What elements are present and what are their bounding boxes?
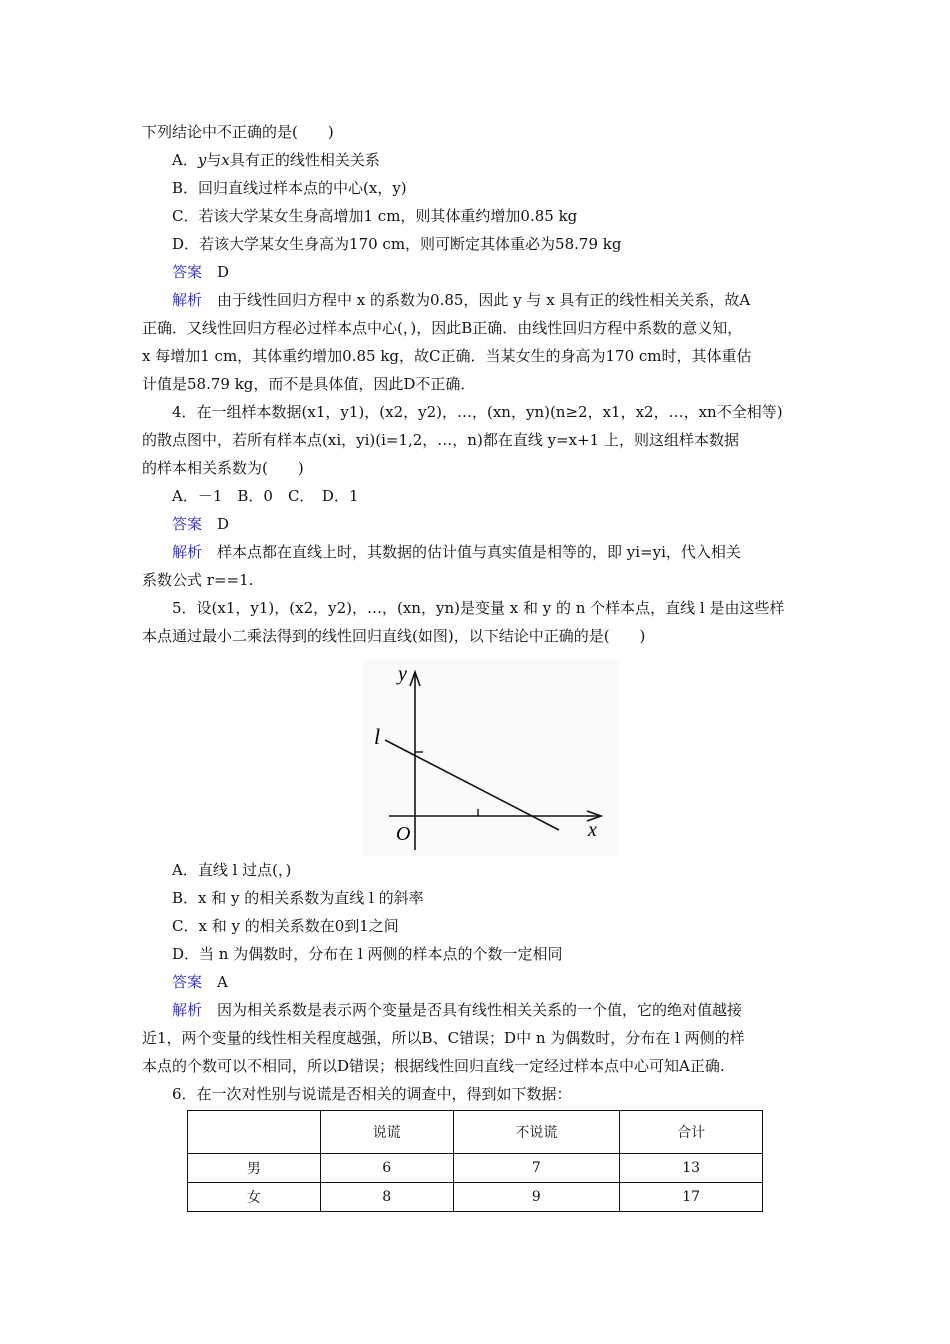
q3-option-a [172,146,380,174]
q3-option-c: C．若该大学某女生身高增加1 cm，则其体重约增加0.85 kg [172,207,578,225]
line-label: l [374,724,381,749]
q3-option-a-text: 具有正的线性相关关系 [229,151,380,169]
q4-options: A．－1 B．0 C． D．1 [172,487,359,505]
q4-stem-line2: 的散点图中，若所有样本点(xi，yi)(i=1,2，…，n)都在直线 y=x+1 上，则这组样本数据 [142,431,739,449]
q3-analysis-line4: 计值是58.79 kg，而不是具体值，因此D不正确． [142,375,476,393]
q3-analysis-line1 [172,286,750,314]
q5-stem-line1: 5．设(x1，y1)，(x2，y2)，…，(xn，yn)是变量 x 和 y 的 n 个样本点，直线 l 是由这些样 [172,599,785,617]
table-row [188,1183,763,1212]
y-axis-label: y [398,663,407,685]
q3-analysis-line3: x 每增加1 cm，其体重约增加0.85 kg，故C正确．当某女生的身高为170 cm时，其体重估 [142,347,752,365]
q3-answer [172,258,229,286]
table-row [188,1154,763,1183]
table-cell: 女 [188,1183,321,1212]
analysis-label: 解析 [172,543,203,561]
table-cell: 17 [620,1183,763,1212]
q5-stem-line2: 本点通过最小二乘法得到的线性回归直线(如图)，以下结论中正确的是( ) [142,627,646,645]
q5-answer [172,968,228,996]
table-header-cell: 说谎 [320,1111,453,1154]
x-axis-label: x [588,819,597,841]
q5-analysis-line1 [172,996,742,1024]
table-header-cell [188,1111,321,1154]
answer-value: D [217,263,230,281]
q3-option-a-var-y: y [197,151,207,169]
answer-label: 答案 [172,515,203,533]
table-cell: 男 [188,1154,321,1183]
gender-lying-table [187,1110,763,1212]
answer-value: D [217,515,230,533]
q3-stem: 下列结论中不正确的是( ) [142,123,334,141]
q5-option-a: A．直线 l 过点(，) [172,861,292,879]
q4-stem-line3: 的样本相关系数为( ) [142,459,304,477]
table-cell: 13 [620,1154,763,1183]
q3-option-b: B．回归直线过样本点的中心(x，y) [172,179,407,197]
table-cell: 7 [453,1154,620,1183]
table-header-row [188,1111,763,1154]
table-cell: 6 [320,1154,453,1183]
table-header-cell: 合计 [620,1111,763,1154]
regression-line-figure [363,660,619,856]
q4-analysis-line1 [172,538,741,566]
q5-analysis-line3: 本点的个数可以不相同，所以D错误；根据线性回归直线一定经过样本点中心可知A正确. [142,1057,725,1075]
q3-option-a-prefix: A． [172,151,198,169]
q3-option-a-var-x: x [221,151,230,169]
q6-stem: 6．在一次对性别与说谎是否相关的调查中，得到如下数据： [172,1085,572,1103]
answer-value: A [217,973,228,991]
q3-analysis-text1: 由于线性回归方程中 x 的系数为0.85，因此 y 与 x 具有正的线性相关关系，故A [217,291,751,309]
q5-analysis-text1: 因为相关系数是表示两个变量是否具有线性相关关系的一个值，它的绝对值越接 [217,1001,743,1019]
q4-analysis-line2: 系数公式 r==1. [142,571,254,589]
table-cell: 9 [453,1183,620,1212]
q5-option-c: C．x 和 y 的相关系数在0到1之间 [172,917,399,935]
q5-option-b: B．x 和 y 的相关系数为直线 l 的斜率 [172,889,424,907]
analysis-label: 解析 [172,291,203,309]
q5-analysis-line2: 近1，两个变量的线性相关程度越强，所以B、C错误；D中 n 为偶数时，分布在 l 两侧的样 [142,1029,745,1047]
analysis-label: 解析 [172,1001,203,1019]
answer-label: 答案 [172,263,203,281]
table-header-cell: 不说谎 [453,1111,620,1154]
q3-option-a-mid: 与 [206,151,222,169]
q3-option-d: D．若该大学某女生身高为170 cm，则可断定其体重必为58.79 kg [172,235,622,253]
q3-analysis-line2: 正确．又线性回归方程必过样本点中心(，)，因此B正确．由线性回归方程中系数的意义知， [142,319,743,337]
table-cell: 8 [320,1183,453,1212]
origin-label: O [396,823,411,845]
answer-label: 答案 [172,973,203,991]
q4-analysis-text1: 样本点都在直线上时，其数据的估计值与真实值是相等的，即 yi=yi，代入相关 [217,543,741,561]
q4-answer [172,510,229,538]
q4-stem-line1: 4．在一组样本数据(x1，y1)，(x2，y2)，…，(xn，yn)(n≥2，x1，x2，…，xn不全相等) [172,403,783,421]
q5-option-d: D．当 n 为偶数时，分布在 l 两侧的样本点的个数一定相同 [172,945,563,963]
